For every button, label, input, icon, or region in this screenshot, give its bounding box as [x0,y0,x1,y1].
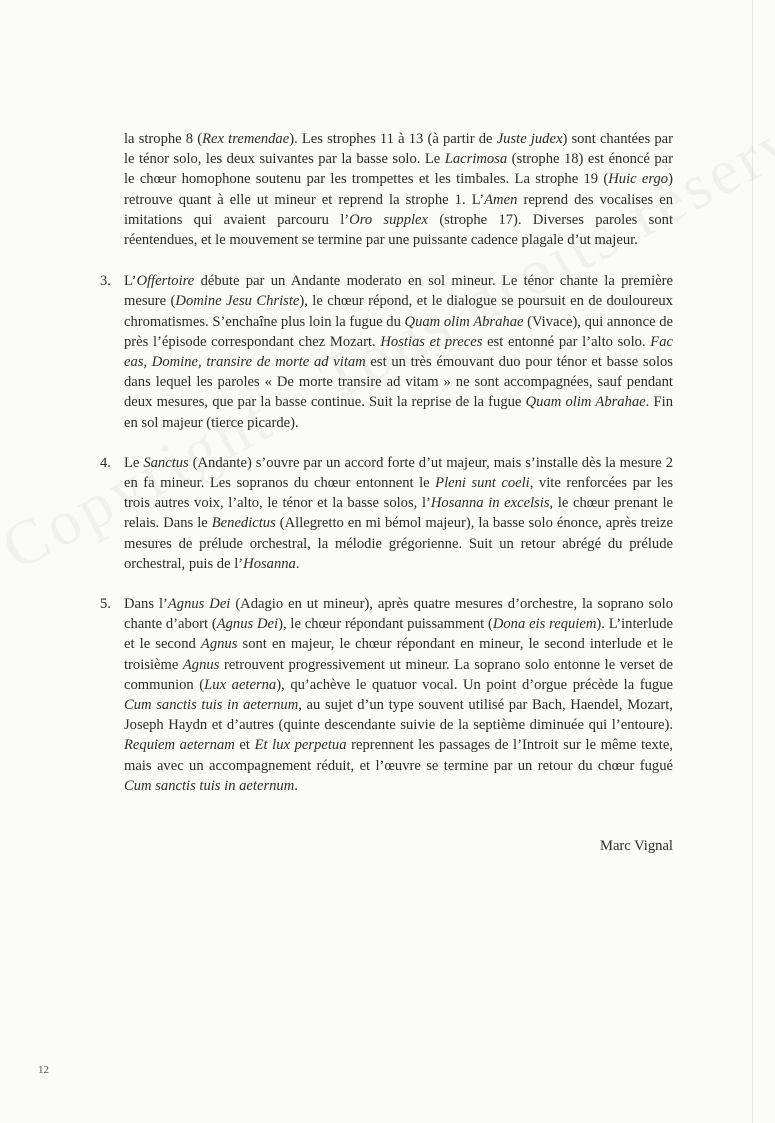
paragraph-offertoire [124,271,673,433]
italic-text-run: Requiem aeternam [124,737,235,754]
text-run: (strophe 18) est énoncé par le chœur homophone soutenu par les trompettes et les timbales. La strophe 19 ( [124,151,673,188]
page-edge-line [752,0,753,1123]
text-run: est entonné par l’alto solo. [482,333,651,350]
item-number: 5. [100,596,111,613]
italic-text-run: Agnus [182,656,220,673]
italic-text-run: Oro supplex [349,211,429,228]
text-run: ), le chœur répondant puissamment ( [278,616,493,633]
italic-text-run: Agnus [200,636,238,653]
text-run: et [234,737,255,754]
italic-text-run: Agnus Dei [167,596,231,613]
text-run: (Andante) s’ouvre par un accord forte d’ut majeur, mais s’installe dès la mesure 2 en fa mineur. Les sopranos du chœur entonnent le [124,454,674,492]
text-run: . [294,777,298,794]
text-run: , au sujet d’un type souvent utilisé par Bach, Haendel, Mozart, Joseph Haydn et d’autres (quinte descendante suivie de la septième diminuée qui l’entoure). [124,697,673,734]
italic-text-run: Quam olim Abrahae [404,313,524,330]
italic-text-run: Fac eas, Domine, transire de morte ad vitam [124,333,673,371]
list-item-offertoire [100,271,673,433]
italic-text-run: Cum sanctis tuis in aeternum [124,697,299,714]
italic-text-run: Amen [484,191,518,208]
text-run: retrouvent progressivement ut mineur. La soprano solo entonne le verset de communion ( [124,656,673,693]
text-run: (Vivace), qui annonce de près l’épisode correspondant chez Mozart. [124,313,673,350]
text-run: ) retrouve quant à elle ut mineur et reprend la strophe 1. L’ [124,171,673,208]
italic-text-run: Quam olim Abrahae [525,394,646,411]
text-run: (strophe 17). Diverses paroles sont réentendues, et le mouvement se termine par une puissante cadence plagale d’ut majeur. [124,211,673,249]
text-run: . Fin en sol majeur (tierce picarde). [124,394,673,431]
italic-text-run: Lacrimosa [444,151,508,168]
author-signature: Marc Vignal [599,838,673,854]
italic-text-run: Domine Jesu Christe [175,293,300,310]
italic-text-run: Benedictus [211,515,276,532]
text-run: Le [124,454,144,471]
page-number: 12 [38,1064,49,1076]
text-run: ), qu’achève le quatuor vocal. Un point d’orgue précède la fugue [276,676,673,693]
paragraph-intro [124,129,673,250]
text-run: . [295,555,300,572]
list-item-agnus-dei [100,594,673,796]
italic-text-run: Hosanna [243,555,296,572]
item-number: 3. [100,273,111,290]
text-run: reprennent les passages de l’Introit sur le même texte, mais avec un accompagnement réduit, et l’œuvre se termine par un retour du chœur fugué [124,737,673,774]
text-run: ) sont chantées par le ténor solo, les deux suivantes par la basse solo. Le [124,131,673,168]
list-item-sanctus [100,453,674,574]
text-run: est un très émouvant duo pour ténor et basse solos dans lequel les paroles « De morte transire ad vitam » ne sont accompagnées, sauf pendant deux mesures, que par la basse continue. Suit la reprise de la fugue [124,354,673,411]
text-run: (Adagio en ut mineur), après quatre mesures d’orchestre, la soprano solo chante d’abort ( [124,596,673,633]
text-run: L’ [124,273,137,290]
text-run: , le chœur prenant le relais. Dans le [124,495,673,532]
text-run: débute par un Andante moderato en sol mineur. Le ténor chante la première mesure ( [124,273,673,310]
italic-text-run: Juste judex [496,131,563,147]
italic-text-run: Dona eis requiem [492,616,597,633]
italic-text-run: Hosanna in excelsis [430,495,550,512]
paragraph-agnus-dei [124,594,673,796]
italic-text-run: Lux aeterna [204,676,277,693]
text-run: reprend des vocalises en imitations qui avaient parcouru l’ [124,191,673,228]
italic-text-run: Hostias et preces [380,333,483,350]
italic-text-run: Et lux perpetua [254,737,347,754]
italic-text-run: Agnus Dei [216,616,279,633]
italic-text-run: Cum sanctis tuis in aeternum [124,777,295,794]
text-run: (Allegretto en mi bémol majeur), la basse solo énonce, après treize mesures de prélude orchestral, la mélodie grégorienne. Suit un retour abrégé du prélude orchestral, puis de l’ [124,515,673,572]
text-run: sont en majeur, le chœur répondant en mineur, le second interlude et le troisième [124,636,673,673]
italic-text-run: Sanctus [143,454,189,471]
italic-text-run: Huic ergo [608,171,669,188]
text-run: Dans l’ [124,596,168,613]
italic-text-run: Rex tremendae [202,131,290,147]
text-run: la strophe 8 ( [124,131,203,147]
italic-text-run: Offertoire [136,273,195,290]
text-run: , vite renforcées par les trois autres voix, l’alto, le ténor et la basse solos, l’ [124,475,673,512]
item-number: 4. [100,454,111,471]
body-text [100,129,674,796]
italic-text-run: Pleni sunt coeli [435,475,530,492]
paragraph-sanctus [124,453,673,574]
text-run: ), le chœur répond, et le dialogue se poursuit en de douloureux chromatismes. S’enchaîne plus loin la fugue du [124,293,673,330]
text-run: ). L’interlude et le second [124,616,673,653]
text-run: ). Les strophes 11 à 13 (à partir de [289,131,497,147]
